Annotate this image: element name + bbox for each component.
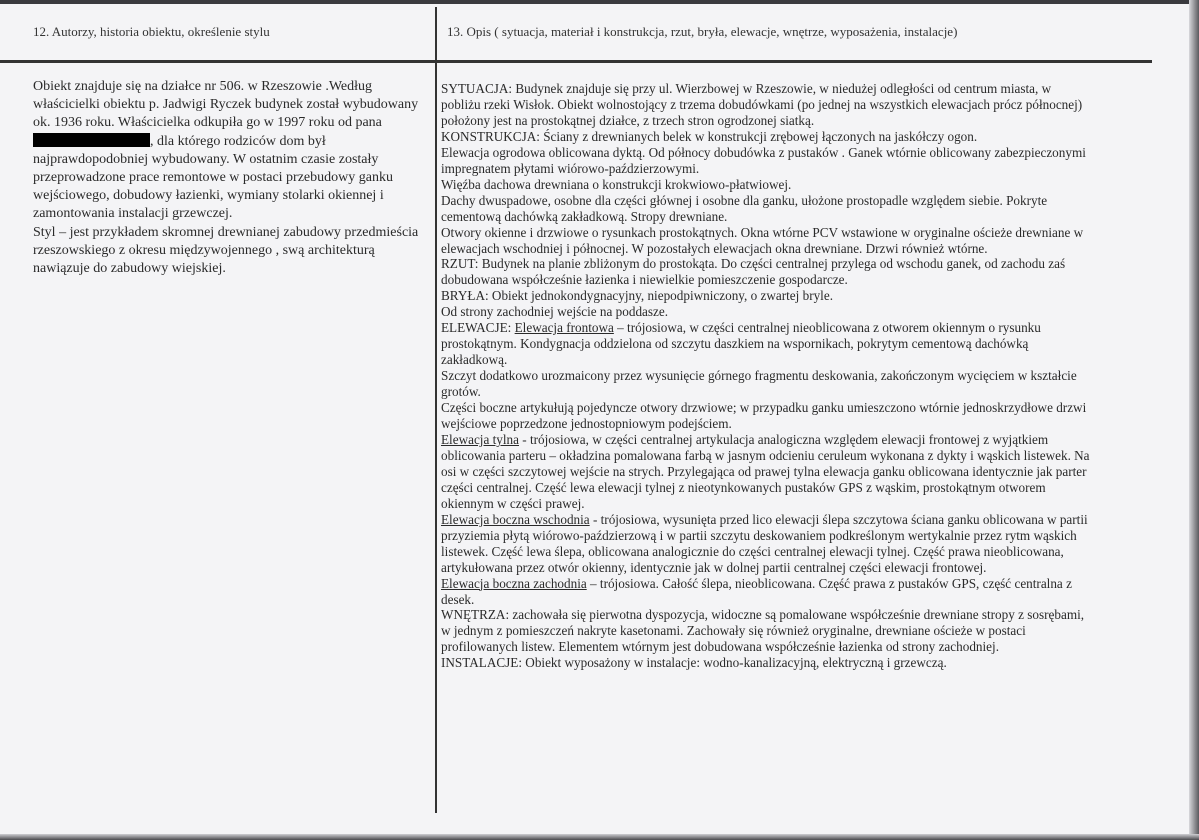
line-text: rzeszowskiego z okresu międzywojennego , swą architekturą	[33, 242, 375, 258]
text-line	[441, 97, 1090, 113]
line-text: części centralnej. Część lewa elewacji tylnej z nieotynkowanych pustaków GPS z wąskim, prostokątnym otworem	[441, 479, 1046, 495]
line-text: dobudowana współcześnie łazienka i niewielkie pomieszczenie gospodarcze.	[441, 272, 848, 288]
line-text: WNĘTRZA: zachowała się pierwotna dyspozycja, widoczne są pomalowane współcześnie drewniane stropy z sosrębami,	[441, 607, 1085, 623]
line-text: KONSTRUKCJA: Ściany z drewnianych belek w konstrukcji zrębowej łączonych na jaskółczy ogon.	[441, 128, 978, 144]
line-text: BRYŁA: Obiekt jednokondygnacyjny, niepodpiwniczony, o zwartej bryle.	[441, 288, 833, 304]
text-line	[441, 241, 1090, 257]
text-line	[33, 187, 418, 205]
text-line	[441, 384, 1090, 400]
line-text: w jednym z pomieszczeń nakryte kasetonami. Zachowały się również oryginalne, drewniane ościeże w postaci	[441, 623, 1026, 639]
text-line	[33, 96, 418, 114]
table-header-divider	[0, 60, 1152, 63]
column-divider	[435, 7, 437, 813]
text-line	[441, 177, 1090, 193]
scan-edge-right	[1189, 0, 1199, 840]
line-text: SYTUACJA: Budynek znajduje się przy ul. Wierzbowej w Rzeszowie, w niedużej odległości od centrum miasta, w	[441, 81, 1052, 96]
text-line	[33, 78, 418, 96]
section-12-heading: 12. Autorzy, historia obiektu, określenie stylu	[33, 24, 270, 39]
text-line	[441, 464, 1090, 480]
text-line	[441, 145, 1090, 161]
underlined-subheading: Elewacja tylna	[441, 431, 519, 447]
line-text: Styl – jest przykładem skromnej drewnianej zabudowy przedmieścia	[33, 224, 419, 240]
text-line	[441, 416, 1090, 432]
text-line	[33, 242, 418, 260]
text-line	[441, 655, 1090, 671]
text-line	[441, 592, 1090, 608]
text-line	[441, 400, 1090, 416]
text-line	[33, 114, 418, 132]
line-text: nawiązuje do zabudowy wiejskiej.	[33, 261, 226, 277]
line-text: Obiekt znajduje się na działce nr 506. w Rzeszowie .Według	[33, 79, 373, 94]
line-text: pobliżu rzeki Wisłok. Obiekt wolnostojący z trzema dobudówkami (po jednej na wszystkich elewacjach prócz północnej)	[441, 96, 1083, 112]
text-line	[33, 205, 418, 223]
text-line	[441, 448, 1090, 464]
line-text: , dla którego rodziców dom był	[150, 133, 326, 149]
line-text: zakładkową.	[441, 352, 508, 368]
text-line	[33, 133, 418, 151]
text-line	[441, 432, 1090, 448]
line-text: wejściowe poprzedzone jednostopniowym podejściem.	[441, 416, 732, 432]
line-text: profilowanych listew. Elementem wtórnym jest dobudowana współcześnie łazienka od strony zachodniej.	[441, 639, 999, 655]
underlined-subheading: Elewacja boczna wschodnia	[441, 511, 590, 527]
line-text: artykułowana przez otwór okienny, identycznie jak w dolnej partii centralnej części elewacji frontowej.	[441, 559, 987, 575]
line-text: Więźba dachowa drewniana o konstrukcji krokwiowo-płatwiowej.	[441, 176, 792, 192]
text-line	[441, 352, 1090, 368]
text-line	[441, 480, 1090, 496]
text-line	[33, 260, 418, 278]
text-line	[441, 304, 1090, 320]
text-line	[441, 129, 1090, 145]
line-text: przyziemia płytą wiórowo-paździerzową i w partii szczytu deskowaniem podkreślonym wertykalnie przez rytm wąskich	[441, 527, 1077, 543]
text-line	[441, 623, 1090, 639]
text-line	[33, 224, 418, 242]
line-text: wejściowego, dobudowy łazienki, wymiany stolarki okiennej i	[33, 188, 384, 204]
line-text: elewacjach wschodniej i północnej. W pozostałych elewacjach okna drewniane. Drzwi również wtórne.	[441, 240, 988, 256]
line-text: desek.	[441, 591, 475, 607]
line-text: oblicowania parteru – okładzina pomalowana farbą w jasnym odcieniu ceruleum wykonana z dykty i wąskich listewek. Na	[441, 447, 1090, 463]
line-text: przeprowadzone prace remontowe w postaci przebudowy ganku	[33, 170, 393, 186]
line-text: - trójosiowa, wysunięta przed lico elewacji ślepa szczytowa ściana ganku oblicowana w partii	[589, 511, 1088, 527]
text-line	[441, 225, 1090, 241]
line-text: – trójosiowa, w części centralnej nieoblicowana z otworem okiennym o rysunku	[613, 320, 1041, 336]
text-line	[441, 113, 1090, 129]
line-prefix: ELEWACJE:	[441, 320, 515, 336]
underlined-subheading: Elewacja boczna zachodnia	[441, 575, 587, 591]
line-text: INSTALACJE: Obiekt wyposażony w instalacje: wodno-kanalizacyjną, elektryczną i grzewczą.	[441, 655, 947, 671]
line-text: Otwory okienne i drzwiowe o rysunkach prostokątnych. Okna wtórne PCV wstawione w oryginalne ościeże drewniane w	[441, 224, 1084, 240]
text-line	[441, 607, 1090, 623]
line-text: właścicielki obiektu p. Jadwigi Ryczek budynek został wybudowany	[33, 97, 419, 113]
line-text: okiennym w części prawej.	[441, 495, 585, 511]
line-text: Części boczne artykułują pojedyncze otwory drzwiowe; w przypadku ganku umieszczono wtórnie jednoskrzydłowe drzwi	[441, 400, 1087, 416]
text-line	[441, 512, 1090, 528]
text-line	[441, 288, 1090, 304]
line-text: grotów.	[441, 384, 481, 400]
line-text: - trójosiowa, w części centralnej artykulacja analogiczna względem elewacji frontowej z wyjątkiem	[519, 431, 1049, 447]
history-style-text	[33, 78, 418, 278]
text-line	[441, 256, 1090, 272]
line-text: Od strony zachodniej wejście na poddasze.	[441, 304, 669, 320]
text-line	[441, 193, 1090, 209]
line-text: ok. 1936 roku. Właścicielka odkupiła go w 1997 roku od pana	[33, 115, 382, 131]
text-line	[441, 81, 1090, 97]
text-line	[441, 272, 1090, 288]
text-line	[441, 639, 1090, 655]
line-text: zamontowania instalacji grzewczej.	[33, 206, 233, 222]
line-text: Dachy dwuspadowe, osobne dla części głównej i osobne dla ganku, ułożone prostopadle względem siebie. Pokryte	[441, 192, 1048, 208]
text-line	[441, 576, 1090, 592]
text-line	[441, 336, 1090, 352]
line-text: cementową dachówką zakładkową. Stropy drewniane.	[441, 208, 728, 224]
text-line	[441, 368, 1090, 384]
section-13-heading: 13. Opis ( sytuacja, materiał i konstrukcja, rzut, bryła, elewacje, wnętrze, wyposażenia, instalacje)	[447, 24, 958, 39]
text-line	[441, 161, 1090, 177]
scan-edge-top	[0, 0, 1199, 4]
underlined-subheading: Elewacja frontowa	[514, 320, 614, 336]
line-text: położony jest na prostokątnej działce, z trzech stron ogrodzonej siatką.	[441, 112, 815, 128]
line-text: Elewacja ogrodowa oblicowana dyktą. Od północy dobudówka z pustaków . Ganek wtórnie oblicowany zabezpieczonymi	[441, 144, 1086, 160]
text-line	[441, 496, 1090, 512]
text-line	[441, 544, 1090, 560]
text-line	[33, 151, 418, 169]
line-text: prostokątnym. Kondygnacja oddzielona od szczytu daszkiem na wspornikach, pokrytym cementową dachówką	[441, 336, 1029, 352]
line-text: listewek. Część lewa ślepa, oblicowana analogicznie do części centralnej elewacji tylnej. Część prawa nieoblicowana,	[441, 543, 1064, 559]
line-text: – trójosiowa. Całość ślepa, nieoblicowana. Część prawa z pustaków GPS, część centralna z	[586, 575, 1072, 591]
text-line	[441, 528, 1090, 544]
line-text: osi w części szczytowej wejście na strych. Przylegająca od prawej tylna elewacja ganku oblicowana identycznie jak parter	[441, 463, 1087, 479]
scan-edge-bottom	[0, 834, 1199, 840]
line-text: impregnatem płytami wiórowo-paździerzowymi.	[441, 160, 700, 176]
line-text: RZUT: Budynek na planie zbliżonym do prostokąta. Do części centralnej przylega od wschodu ganek, od zachodu zaś	[441, 256, 1066, 272]
text-line	[441, 320, 1090, 336]
text-line	[33, 169, 418, 187]
line-text: najprawdopodobniej wybudowany. W ostatnim czasie zostały	[33, 151, 379, 167]
redaction-bar	[33, 133, 150, 147]
text-line	[441, 560, 1090, 576]
description-text	[441, 81, 1090, 671]
line-text: Szczyt dodatkowo urozmaicony przez wysunięcie górnego fragmentu deskowania, zakończonym wycięciem w kształcie	[441, 368, 1077, 384]
text-line	[441, 209, 1090, 225]
